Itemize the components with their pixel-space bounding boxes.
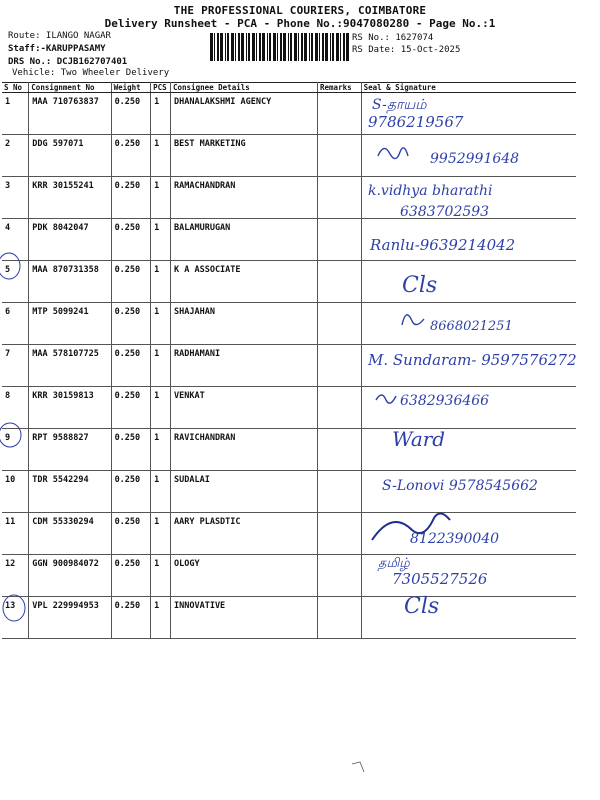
barcode-bar (227, 33, 229, 61)
row-remarks (318, 471, 362, 513)
row-consignment: MTP 5099241 (29, 303, 111, 345)
barcode-bar (262, 33, 265, 61)
signature-11-phone: 8122390040 (410, 531, 500, 547)
row-pcs: 1 (151, 387, 171, 429)
row-seal-signature (361, 597, 576, 639)
stray-mark (352, 762, 364, 772)
table-row (2, 513, 576, 555)
row-sno: 8 (2, 387, 29, 429)
row-remarks (318, 303, 362, 345)
row-sno: 11 (2, 513, 29, 555)
rs-date: RS Date: 15-Oct-2025 (352, 45, 461, 55)
vehicle-label: Vehicle: Two Wheeler Delivery (12, 68, 170, 78)
barcode-bar (309, 33, 310, 61)
row-pcs: 1 (151, 345, 171, 387)
row-consignee: K A ASSOCIATE (171, 261, 318, 303)
page-title: THE PROFESSIONAL COURIERS, COIMBATORE (173, 4, 427, 17)
row-seal-signature (361, 555, 576, 597)
row-sno: 5 (2, 261, 29, 303)
table-row (2, 555, 576, 597)
row-sno: 3 (2, 177, 29, 219)
row-consignment: CDM 55330294 (29, 513, 111, 555)
col-sno: S No (2, 83, 29, 93)
col-consignment: Consignment No (29, 83, 111, 93)
col-consignee: Consignee Details (171, 83, 318, 93)
barcode-bar (277, 33, 278, 61)
row-consignment: PDK 8042047 (29, 219, 111, 261)
row-weight: 0.250 (111, 219, 151, 261)
barcode-bar (325, 33, 328, 61)
table-row (2, 429, 576, 471)
signature-5: Cls (402, 273, 438, 298)
signature-12-name: தமிழ் (378, 556, 410, 571)
row-consignment: GGN 900984072 (29, 555, 111, 597)
row-seal-signature (361, 429, 576, 471)
table-row (2, 219, 576, 261)
row-weight: 0.250 (111, 555, 151, 597)
row-seal-signature (361, 219, 576, 261)
barcode-bar (311, 33, 313, 61)
col-seal: Seal & Signature (361, 83, 576, 93)
col-remarks: Remarks (318, 83, 362, 93)
signature-6-phone: 8668021251 (430, 319, 513, 334)
row-pcs: 1 (151, 135, 171, 177)
row-sno: 10 (2, 471, 29, 513)
table-row (2, 471, 576, 513)
table-row (2, 93, 576, 135)
row-weight: 0.250 (111, 261, 151, 303)
row-sno: 12 (2, 555, 29, 597)
row-seal-signature (361, 135, 576, 177)
signature-2-phone: 9952991648 (430, 151, 520, 167)
row-weight: 0.250 (111, 135, 151, 177)
signature-1-phone: 9786219567 (368, 113, 464, 131)
row-consignment: MAA 578107725 (29, 345, 111, 387)
col-weight: Weight (111, 83, 151, 93)
row-pcs: 1 (151, 555, 171, 597)
barcode-bar (238, 33, 240, 61)
table-row (2, 135, 576, 177)
row-seal-signature (361, 177, 576, 219)
row-consignee: SHAJAHAN (171, 303, 318, 345)
row-consignment: MAA 710763837 (29, 93, 111, 135)
row-remarks (318, 93, 362, 135)
signature-9: Ward (392, 427, 446, 451)
row-seal-signature (361, 303, 576, 345)
row-remarks (318, 177, 362, 219)
barcode-bar (290, 33, 292, 61)
barcode-bar (304, 33, 307, 61)
row-weight: 0.250 (111, 597, 151, 639)
row-consignee: RAVICHANDRAN (171, 429, 318, 471)
row-consignment: RPT 9588827 (29, 429, 111, 471)
row-remarks (318, 261, 362, 303)
barcode-bar (269, 33, 271, 61)
row-consignee: DHANALAKSHMI AGENCY (171, 93, 318, 135)
row-consignee: OLOGY (171, 555, 318, 597)
row-consignment: DDG 597071 (29, 135, 111, 177)
row-pcs: 1 (151, 513, 171, 555)
table-row (2, 303, 576, 345)
barcode-bar (280, 33, 282, 61)
barcode-bar (241, 33, 244, 61)
barcode-bar (217, 33, 219, 61)
row-pcs: 1 (151, 597, 171, 639)
row-consignment: KRR 30159813 (29, 387, 111, 429)
row-weight: 0.250 (111, 387, 151, 429)
row-pcs: 1 (151, 303, 171, 345)
signature-1-name: S-தாயம் (372, 97, 427, 113)
signature-3-name: k.vidhya bharathi (368, 183, 493, 199)
table-row (2, 597, 576, 639)
table-row (2, 177, 576, 219)
barcode-bar (225, 33, 226, 61)
row-seal-signature (361, 345, 576, 387)
table-header (2, 83, 576, 93)
barcode-bar (322, 33, 324, 61)
row-remarks (318, 219, 362, 261)
row-sno: 1 (2, 93, 29, 135)
barcode-bar (267, 33, 268, 61)
row-remarks (318, 135, 362, 177)
barcode-bar (252, 33, 255, 61)
barcode (210, 33, 350, 61)
row-consignee: VENKAT (171, 387, 318, 429)
row-consignee: BEST MARKETING (171, 135, 318, 177)
row-pcs: 1 (151, 471, 171, 513)
runsheet-table (2, 82, 576, 639)
row-consignment: VPL 229994953 (29, 597, 111, 639)
row-seal-signature (361, 471, 576, 513)
row-weight: 0.250 (111, 345, 151, 387)
row-consignee: SUDALAI (171, 471, 318, 513)
row-pcs: 1 (151, 219, 171, 261)
row-remarks (318, 387, 362, 429)
barcode-bar (235, 33, 236, 61)
signature-3-phone: 6383702593 (400, 204, 490, 220)
row-consignee: INNOVATIVE (171, 597, 318, 639)
barcode-bar (283, 33, 286, 61)
row-sno: 7 (2, 345, 29, 387)
row-weight: 0.250 (111, 513, 151, 555)
barcode-bar (246, 33, 247, 61)
barcode-bar (248, 33, 250, 61)
signature-4: Ranlu-9639214042 (370, 236, 516, 254)
row-consignee: RAMACHANDRAN (171, 177, 318, 219)
row-sno: 9 (2, 429, 29, 471)
row-consignee: BALAMURUGAN (171, 219, 318, 261)
row-seal-signature (361, 513, 576, 555)
barcode-bar (336, 33, 339, 61)
table-row (2, 345, 576, 387)
barcode-bar (256, 33, 257, 61)
route-label: Route: ILANGO NAGAR (8, 31, 111, 41)
row-seal-signature (361, 387, 576, 429)
barcode-bar (214, 33, 215, 61)
signature-10: S-Lonovi 9578545662 (382, 478, 538, 494)
barcode-bar (298, 33, 299, 61)
barcode-bar (210, 33, 213, 61)
row-sno: 2 (2, 135, 29, 177)
rs-number: RS No.: 1627074 (352, 33, 434, 43)
barcode-bar (288, 33, 289, 61)
barcode-bar (346, 33, 349, 61)
row-pcs: 1 (151, 429, 171, 471)
staff-label: Staff:-KARUPPASAMY (8, 44, 106, 54)
row-seal-signature (361, 93, 576, 135)
barcode-bar (231, 33, 234, 61)
row-pcs: 1 (151, 93, 171, 135)
page-subtitle: Delivery Runsheet - PCA - Phone No.:9047080280 - Page No.:1 (104, 17, 496, 30)
table-row (2, 261, 576, 303)
row-remarks (318, 345, 362, 387)
row-weight: 0.250 (111, 471, 151, 513)
drs-label: DRS No.: DCJB162707401 (8, 57, 128, 67)
row-sno: 6 (2, 303, 29, 345)
row-pcs: 1 (151, 177, 171, 219)
row-weight: 0.250 (111, 177, 151, 219)
barcode-bar (315, 33, 318, 61)
table-row (2, 387, 576, 429)
barcode-bar (343, 33, 345, 61)
signature-13: Cls (404, 594, 440, 619)
col-pcs: PCS (151, 83, 171, 93)
barcode-bar (273, 33, 276, 61)
row-seal-signature (361, 261, 576, 303)
barcode-bar (294, 33, 297, 61)
signature-8-phone: 6382936466 (400, 393, 490, 409)
barcode-bar (340, 33, 341, 61)
row-remarks (318, 597, 362, 639)
row-consignment: KRR 30155241 (29, 177, 111, 219)
barcode-bar (319, 33, 320, 61)
row-remarks (318, 513, 362, 555)
barcode-bar (301, 33, 303, 61)
row-sno: 13 (2, 597, 29, 639)
barcode-bar (330, 33, 331, 61)
row-consignee: RADHAMANI (171, 345, 318, 387)
row-weight: 0.250 (111, 303, 151, 345)
row-remarks (318, 429, 362, 471)
row-pcs: 1 (151, 261, 171, 303)
signature-7: M. Sundaram- 9597576272 (368, 351, 577, 369)
row-consignment: MAA 870731358 (29, 261, 111, 303)
row-remarks (318, 555, 362, 597)
barcode-bar (332, 33, 334, 61)
signature-12-phone: 7305527526 (392, 570, 488, 588)
row-weight: 0.250 (111, 93, 151, 135)
row-consignee: AARY PLASDTIC (171, 513, 318, 555)
row-consignment: TDR 5542294 (29, 471, 111, 513)
row-sno: 4 (2, 219, 29, 261)
row-weight: 0.250 (111, 429, 151, 471)
barcode-bar (220, 33, 223, 61)
barcode-bar (259, 33, 261, 61)
